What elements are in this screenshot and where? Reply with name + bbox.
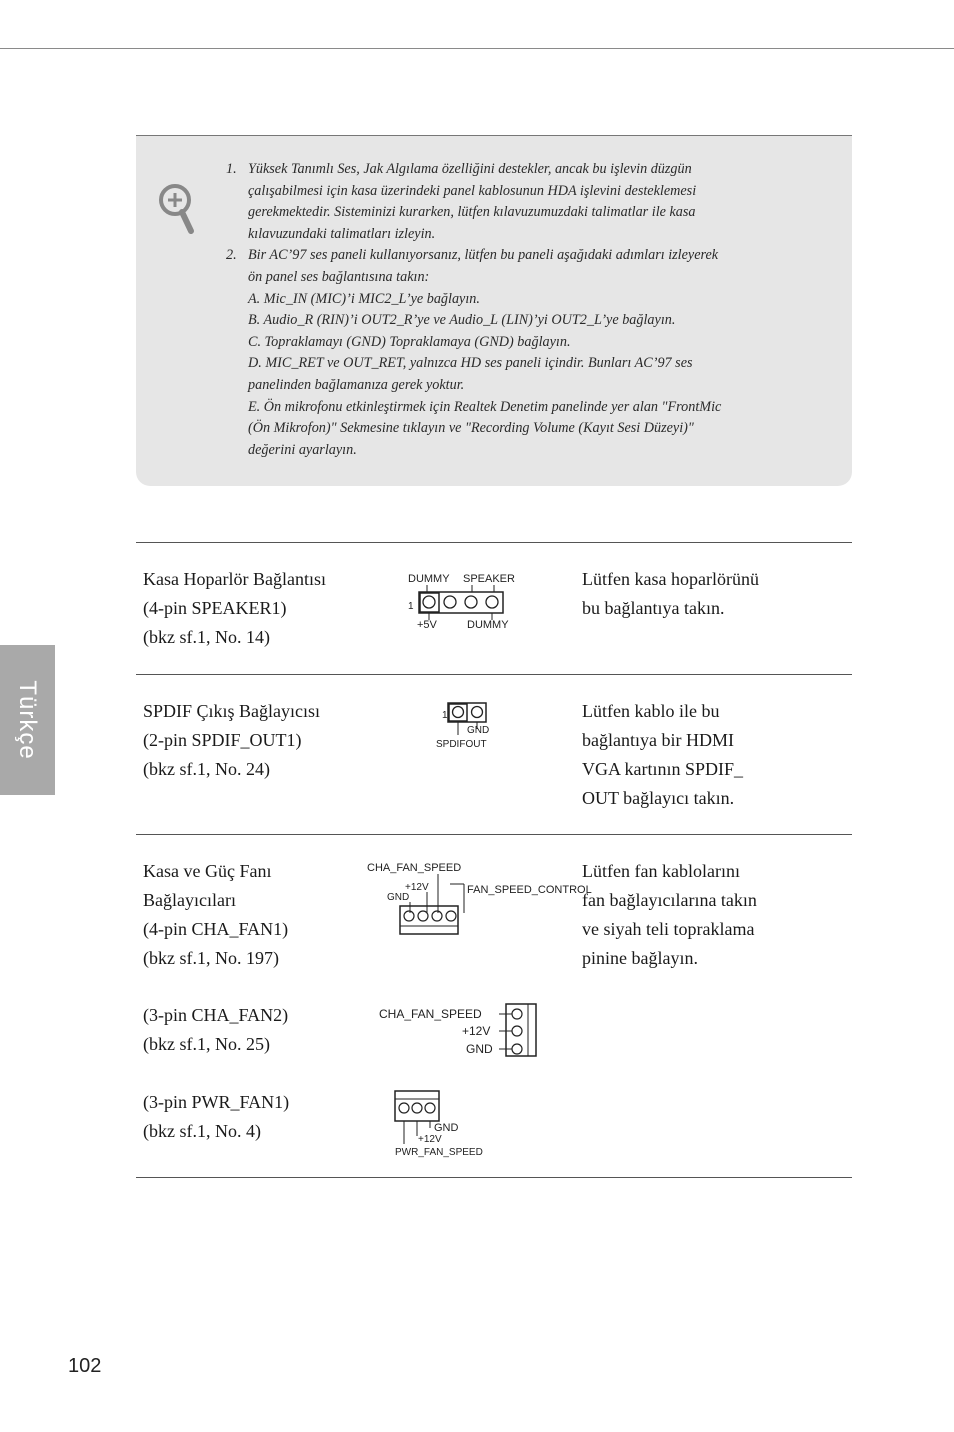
note-line: A. Mic_IN (MIC)’i MIC2_L’ye bağlayın. <box>248 290 480 307</box>
speaker-5v-label: +5V <box>417 619 437 631</box>
magnifier-plus-icon <box>156 182 198 236</box>
cha-fan1-speed-label: CHA_FAN_SPEED <box>367 862 462 874</box>
speaker-ref: (bkz sf.1, No. 14) <box>143 627 270 647</box>
spdif-instruction-line: bağlantıya bir HDMI <box>582 730 734 750</box>
spdif-gnd-label: GND <box>467 725 490 736</box>
table-rule <box>136 674 852 675</box>
spdif-title: SPDIF Çıkış Bağlayıcısı <box>143 701 321 721</box>
speaker-instruction-line: Lütfen kasa hoparlörünü <box>582 569 759 589</box>
cha-fan1-control-label: FAN_SPEED_CONTROL <box>467 884 592 896</box>
speaker-instruction <box>582 565 759 623</box>
table-rule <box>136 1177 852 1178</box>
spdif-pin-info: (2-pin SPDIF_OUT1) <box>143 730 302 750</box>
spdif-connector-diagram <box>434 699 498 753</box>
spdif-instruction-line: OUT bağlayıcı takın. <box>582 788 735 808</box>
cha-fan2-gnd-label: GND <box>466 1042 493 1056</box>
speaker-instruction-line: bu bağlantıya takın. <box>582 598 725 618</box>
page-number: 102 <box>68 1355 102 1377</box>
pwr-fan1-pin-info: (3-pin PWR_FAN1) <box>143 1092 290 1112</box>
note-line: (Ön Mikrofon)" Sekmesine tıklayın ve "Recording Volume (Kayıt Sesi Düzeyi)" <box>248 420 694 437</box>
speaker-pin1-label: 1 <box>408 601 414 612</box>
note-top-rule <box>136 135 852 136</box>
note-line: değerini ayarlayın. <box>248 441 357 458</box>
cha-fan1-pin-info: (4-pin CHA_FAN1) <box>143 919 289 939</box>
speaker-title: Kasa Hoparlör Bağlantısı <box>143 569 326 589</box>
fan-instruction-line: ve siyah teli topraklama <box>582 919 755 939</box>
spdif-ref: (bkz sf.1, No. 24) <box>143 759 270 779</box>
note-line: kılavuzundaki talimatları izleyin. <box>248 225 436 242</box>
note-list <box>226 159 786 461</box>
cha-fan1-connector-diagram <box>365 858 592 940</box>
fan-title: Kasa ve Güç Fanı <box>143 861 272 881</box>
cha-fan2-12v-label: +12V <box>462 1024 491 1038</box>
cha-fan1-gnd-label: GND <box>387 892 410 903</box>
table-rule <box>136 542 852 543</box>
cha-fan2-description <box>143 1001 288 1059</box>
note-line: B. Audio_R (RIN)’i OUT2_R’ye ve Audio_L (LIN)’yi OUT2_L’ye bağlayın. <box>248 312 676 329</box>
spdif-instruction-line: VGA kartının SPDIF_ <box>582 759 744 779</box>
fan-description <box>143 857 288 973</box>
pwr-fan1-description <box>143 1088 289 1146</box>
fan-instruction-line: fan bağlayıcılarına takın <box>582 890 757 910</box>
note-line: D. MIC_RET ve OUT_RET, yalnızca HD ses paneli içindir. Bunları AC’97 ses <box>248 355 693 372</box>
note-line: panelinden bağlamanıza gerek yoktur. <box>248 376 465 393</box>
pwr-fan1-connector-diagram <box>392 1088 496 1160</box>
note-line: Bir AC’97 ses paneli kullanıyorsanız, lütfen bu paneli aşağıdaki adımları izleyerek <box>248 247 719 264</box>
table-rule <box>136 834 852 835</box>
speaker-connector-diagram <box>404 568 528 634</box>
cha-fan1-ref: (bkz sf.1, No. 197) <box>143 948 279 968</box>
fan-title-cont: Bağlayıcıları <box>143 890 236 910</box>
cha-fan1-12v-label: +12V <box>405 882 429 893</box>
spdif-instruction <box>582 697 743 813</box>
cha-fan2-pin-info: (3-pin CHA_FAN2) <box>143 1005 289 1025</box>
pwr-fan1-gnd-label: GND <box>434 1122 459 1134</box>
language-tab-label: Türkçe <box>14 680 41 760</box>
spdif-pin1-label: 1 <box>442 710 448 721</box>
note-number: 2. <box>226 247 237 264</box>
note-line: gerekmektedir. Sisteminizi kurarken, lütfen kılavuzumuzdaki talimatlar ile kasa <box>248 204 696 221</box>
fan-instruction-line: Lütfen fan kablolarını <box>582 861 740 881</box>
note-line: ön panel ses bağlantısına takın: <box>248 268 430 285</box>
speaker-description <box>143 565 326 652</box>
speaker-speaker-label: SPEAKER <box>463 573 515 585</box>
spdif-instruction-line: Lütfen kablo ile bu <box>582 701 720 721</box>
speaker-pin-info: (4-pin SPEAKER1) <box>143 598 287 618</box>
pwr-fan1-speed-label: PWR_FAN_SPEED <box>395 1147 483 1158</box>
note-line: Yüksek Tanımlı Ses, Jak Algılama özelliğini destekler, ancak bu işlevin düzgün <box>248 161 692 177</box>
language-side-tab <box>0 645 55 795</box>
spdif-description <box>143 697 320 784</box>
note-number: 1. <box>226 161 237 177</box>
fan-instruction <box>582 857 757 973</box>
pwr-fan1-12v-label: +12V <box>418 1134 442 1145</box>
note-item-1 <box>226 159 786 245</box>
cha-fan2-speed-label: CHA_FAN_SPEED <box>379 1007 482 1021</box>
spdif-name-label: SPDIFOUT <box>436 739 487 750</box>
pwr-fan1-ref: (bkz sf.1, No. 4) <box>143 1121 261 1141</box>
speaker-dummy-bottom-label: DUMMY <box>467 619 509 631</box>
note-item-2 <box>226 245 786 461</box>
cha-fan2-connector-diagram <box>376 1000 542 1060</box>
fan-instruction-line: pinine bağlayın. <box>582 948 698 968</box>
header-rule <box>0 48 954 49</box>
speaker-dummy-label: DUMMY <box>408 573 450 585</box>
note-line: çalışabilmesi için kasa üzerindeki panel kablosunun HDA işlevini desteklemesi <box>248 182 697 199</box>
note-line: E. Ön mikrofonu etkinleştirmek için Realtek Denetim panelinde yer alan "FrontMic <box>248 398 722 415</box>
cha-fan2-ref: (bkz sf.1, No. 25) <box>143 1034 270 1054</box>
note-line: C. Topraklamayı (GND) Topraklamaya (GND) bağlayın. <box>248 333 571 350</box>
